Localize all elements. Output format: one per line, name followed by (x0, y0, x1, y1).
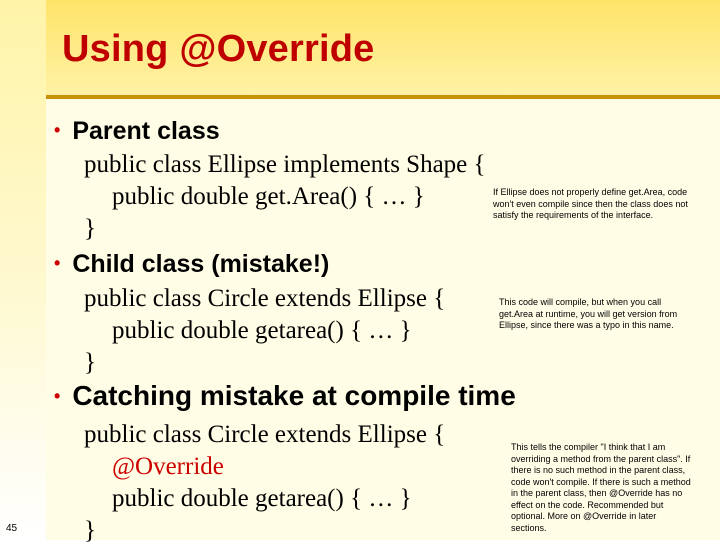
note-child: This code will compile, but when you call get.Area at runtime, you will get version from Ellipse, since there was a typo in this name. (499, 297, 678, 330)
bullet-heading: Child class (mistake!) (72, 250, 330, 278)
code-line: public double getarea() { … } (112, 485, 412, 512)
bullet-dot-icon: • (54, 120, 61, 140)
bullet-dot-icon: • (54, 253, 61, 273)
code-line: } (84, 517, 96, 544)
code-line: public double getarea() { … } (112, 317, 412, 344)
code-block-parent (84, 149, 486, 245)
code-block-override (84, 419, 445, 547)
code-line: } (84, 215, 96, 242)
code-block-child (84, 283, 445, 379)
slide-title: Using @Override (62, 28, 375, 70)
bullet-child-class (54, 250, 329, 279)
note-parent: If Ellipse does not properly define get.Area, code won't even compile since then the class does not satisfy the requirements of the interface. (493, 187, 688, 220)
bullet-dot-icon: • (54, 386, 61, 406)
code-line: } (84, 349, 96, 376)
code-line: public class Circle extends Ellipse { (84, 421, 446, 448)
bullet-parent-class (54, 117, 220, 146)
code-line: public double get.Area() { … } (112, 183, 425, 210)
page-number: 45 (6, 523, 18, 534)
code-line: public class Ellipse implements Shape { (84, 151, 486, 178)
override-annotation: @Override (112, 453, 224, 480)
note-override: This tells the compiler "I think that I am overriding a method from the parent class". If there is no such method in the parent class, code won't compile. If there is such a method in the parent class, then @Override has no effect on the code. Recommended but optional. More on @Override in later sections. (511, 442, 691, 533)
code-line: public class Circle extends Ellipse { (84, 285, 446, 312)
bullet-catching-mistake (54, 380, 516, 412)
sidebar-decoration (0, 0, 46, 540)
bullet-heading: Parent class (72, 117, 220, 145)
bullet-heading: Catching mistake at compile time (72, 380, 516, 411)
